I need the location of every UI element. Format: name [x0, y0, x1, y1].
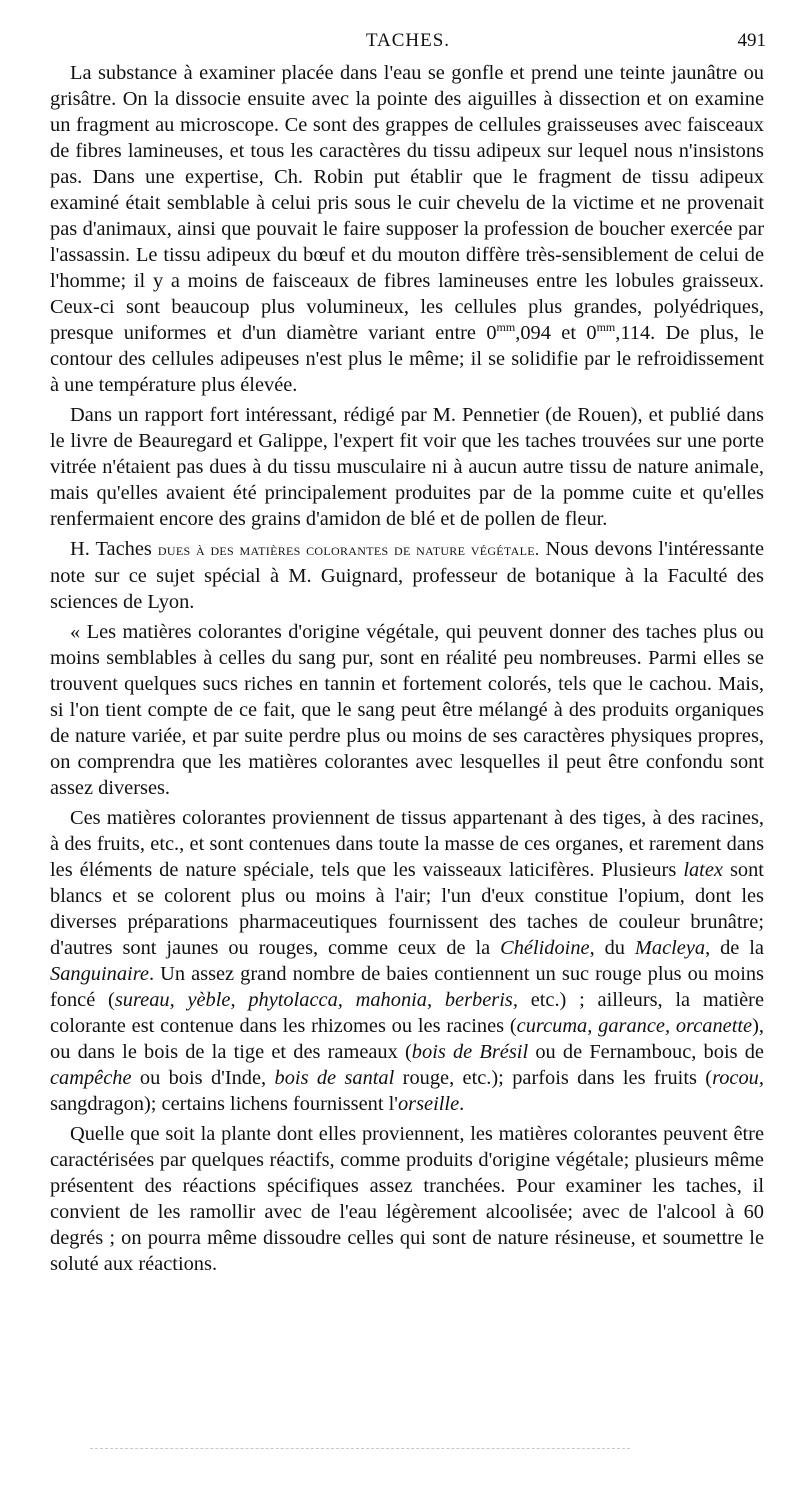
- paragraph-reactions: Quelle que soit la plante dont elles proviennent, les matières colorantes peuvent être caractérisées par quelques réactifs, comme produits d'origine végétale; plusieurs même présentent des réactions spécifiques assez tranchées. Pour examiner les taches, il convient de les ramollir avec de l'eau légèrement alcoolisée; avec de l'alcool à 60 degrés ; on pourra même dissoudre celles qui sont de nature résineuse, et soumettre le soluté aux réactions.: [50, 1123, 764, 1275]
- paragraph-adipose-tissue: [50, 60, 764, 398]
- section-h-intro: [50, 536, 764, 615]
- measurement-conjunction: et: [561, 322, 576, 344]
- footer-dotted-rule: [90, 1448, 630, 1450]
- measurement-1: $0^{mm},094$: [486, 320, 551, 344]
- page-number: 491: [737, 30, 766, 51]
- paragraph-text: De plus, le contour des cellules adipeuses n'est plus le même; il se solidifie par le refroidissement à une température plus élevée.: [50, 322, 764, 396]
- page-body: [50, 60, 764, 1277]
- paragraph-colorant-sources: Ces matières colorantes proviennent de tissus appartenant à des tiges, à des racines, à des fruits, etc., et sont contenues dans toute la masse de ces organes, et rarement dans les éléments de nature spéciale, tels que les vaisseaux laticifères. Plusieurs latex sont blancs et se colorent plus ou moins à l'air; l'un d'eux constitue l'opium, dont les diverses préparations pharmaceutiques fournissent des taches de couleur brunâtre; d'autres sont jaunes ou rouges, comme ceux de la Chélidoine, du Macleya, de la Sanguinaire. Un assez grand nombre de baies contiennent un suc rouge plus ou moins foncé (sureau, yèble, phytolacca, mahonia, berberis, etc.) ; ailleurs, la matière colorante est contenue dans les rhizomes ou les racines (curcuma, garance, orcanette), ou dans le bois de la tige et des rameaux (bois de Brésil ou de Fernambouc, bois de campêche ou bois d'Inde, bois de santal rouge, etc.); parfois dans les fruits (rocou, sangdragon); certains lichens fournissent l'orseille.: [50, 807, 765, 1115]
- paragraph-text: La substance à examiner placée dans l'eau se gonfle et prend une teinte jaunâtre ou grisâtre. On la dissocie ensuite avec la pointe des aiguilles à dissection et on examine un fragment au microscope. Ce sont des grappes de cellules graisseuses avec faisceaux de fibres lamineuses, et tous les caractères du tissu adipeux sur lequel nous n'insistons pas. Dans une expertise, Ch. Robin put établir que le fragment de tissu adipeux examiné était semblable à celui pris sous le cuir chevelu de la victime et ne provenait pas d'animaux, ainsi que pouvait le faire supposer la profession de boucher exercée par l'assassin. Le tissu adipeux du bœuf et du mouton diffère très-sensiblement de celui de l'homme; il y a moins de faisceaux de fibres lamineuses entre les lobules graisseux. Ceux-ci sont beaucoup plus volumineux, les cellules plus grandes, polyédriques, presque uniformes et d'un diamètre variant entre: [50, 62, 764, 344]
- paragraph-text: Nous devons l'intéressante note sur ce sujet spécial à M. Guignard, professeur de botanique à la Faculté des sciences de Lyon.: [50, 538, 765, 613]
- paragraph-pennetier-report: Dans un rapport fort intéressant, rédigé par M. Pennetier (de Rouen), et publié dans le livre de Beauregard et Galippe, l'expert fit voir que les taches trouvées sur une porte vitrée n'étaient pas dues à du tissu musculaire ni à aucun autre tissu de nature animale, mais qu'elles avaient été principalement produites par de la pomme cuite et qu'elles renfermaient encore des grains d'amidon de blé et de pollen de fleur.: [50, 404, 764, 530]
- paragraph-vegetable-colorants: « Les matières colorantes d'origine végétale, qui peuvent donner des taches plus ou moins semblables à celles du sang pur, sont en réalité peu nombreuses. Parmi elles se trouvent quelques sucs riches en tannin et fortement colorés, tels que le cachou. Mais, si l'on tient compte de ce fait, que le sang peut être mélangé à des produits organiques de nature variée, et par suite perdre plus ou moins de ses caractères physiques propres, on comprendra que les matières colorantes avec lesquelles il peut être confondu sont assez diverses.: [50, 621, 764, 799]
- measurement-2: $0^{mm},114$.: [586, 320, 656, 344]
- page-header: [50, 30, 766, 56]
- section-heading: H. Taches dues à des matières colorantes de nature végétale.: [70, 538, 540, 560]
- running-head: TACHES.: [365, 30, 451, 51]
